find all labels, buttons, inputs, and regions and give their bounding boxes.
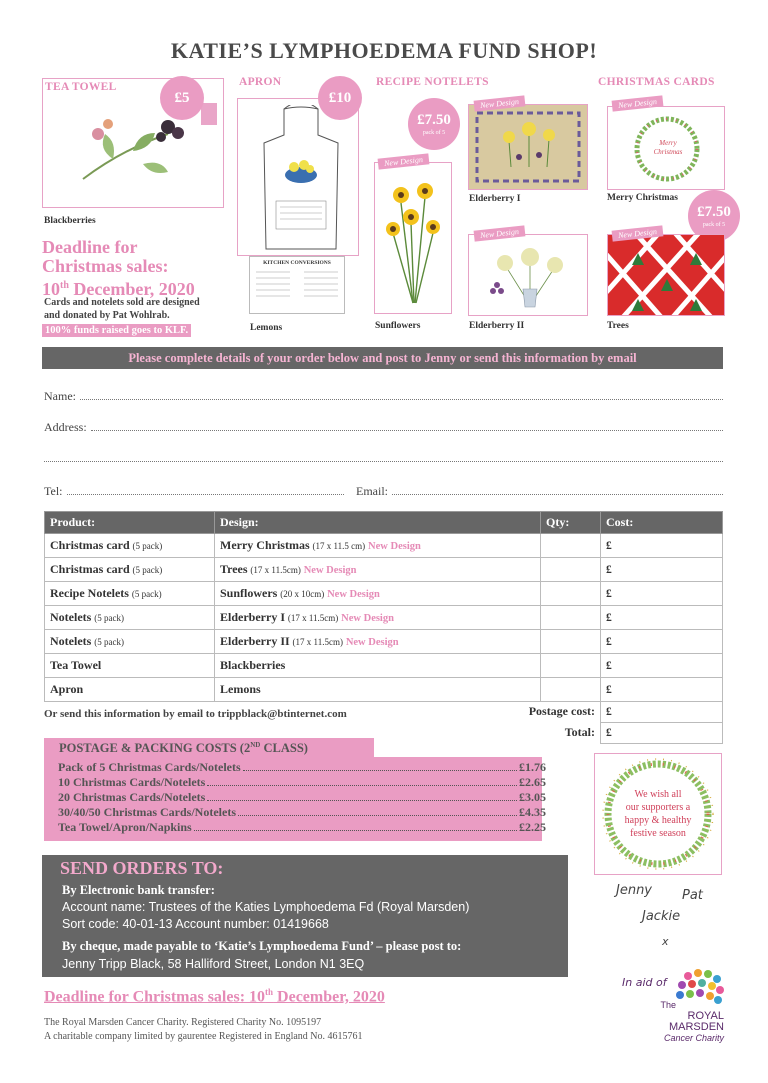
cost-cell[interactable]: £ xyxy=(601,558,723,582)
apron-box xyxy=(237,98,359,256)
design-cell: Trees (17 x 11.5cm) New Design xyxy=(215,558,541,582)
postage-price: £4.35 xyxy=(519,805,546,819)
cards-price-badge: £7.50 pack of 5 xyxy=(688,190,740,242)
design-cell: Sunflowers (20 x 10cm) New Design xyxy=(215,582,541,606)
elderberry-i-illustration xyxy=(469,105,587,189)
email-input-line[interactable] xyxy=(392,485,723,495)
postage-cost-cell[interactable]: £ xyxy=(601,702,723,723)
design-cell: Elderberry I (17 x 11.5cm) New Design xyxy=(215,606,541,630)
wishes-card xyxy=(594,753,722,875)
cost-cell[interactable]: £ xyxy=(601,630,723,654)
address-input-line-2[interactable] xyxy=(44,452,723,462)
postage-row xyxy=(58,760,546,775)
elderberry-ii-illustration xyxy=(485,245,575,311)
postage-row xyxy=(58,775,546,790)
elderberry-i-card xyxy=(468,104,588,190)
header-cost: Cost: xyxy=(601,512,723,534)
table-row xyxy=(45,606,723,630)
qty-cell[interactable] xyxy=(541,678,601,702)
elderberry-ii-card xyxy=(468,234,588,316)
name-input-line[interactable] xyxy=(80,390,723,400)
table-row xyxy=(45,630,723,654)
send-heading: SEND ORDERS TO: xyxy=(60,858,224,878)
tea-towel-price-badge: £5 xyxy=(160,76,204,120)
postage-leader xyxy=(207,775,517,786)
tel-label: Tel: xyxy=(44,484,63,498)
merry-christmas-card xyxy=(607,106,725,190)
apron-illustration xyxy=(258,105,344,251)
total-cell[interactable]: £ xyxy=(601,722,723,743)
signature-kiss: x xyxy=(662,935,669,948)
design-cell: Blackberries xyxy=(215,654,541,678)
elderberry-ii-caption: Elderberry II xyxy=(469,321,525,331)
deadline-heading: Deadline for Christmas sales: 10th December, 2020 xyxy=(42,237,195,299)
table-row xyxy=(45,678,723,702)
table-row xyxy=(45,558,723,582)
postage-leader xyxy=(207,790,517,801)
funds-note: 100% funds raised goes to KLF. xyxy=(42,324,191,337)
merry-christmas-caption: Merry Christmas xyxy=(607,193,678,203)
page-title: KATIE’S LYMPHOEDEMA FUND SHOP! xyxy=(170,38,598,63)
postage-price: £1.76 xyxy=(519,760,546,774)
sunflowers-illustration xyxy=(381,173,447,309)
apron-caption: Lemons xyxy=(250,323,283,333)
trees-caption: Trees xyxy=(607,321,629,331)
account-name: Account name: Trustees of the Katies Lymphoedema Fd (Royal Marsden) xyxy=(62,900,470,914)
postage-leader xyxy=(243,760,517,771)
header-design: Design: xyxy=(215,512,541,534)
bank-transfer-title: By Electronic bank transfer: xyxy=(62,883,215,897)
design-cell: Elderberry II (17 x 11.5cm) New Design xyxy=(215,630,541,654)
qty-cell[interactable] xyxy=(541,630,601,654)
signature-pat: Pat xyxy=(682,888,703,903)
qty-cell[interactable] xyxy=(541,582,601,606)
postage-item: Pack of 5 Christmas Cards/Notelets xyxy=(58,760,241,774)
postage-leader xyxy=(238,805,517,816)
instructions-banner: Please complete details of your order below and post to Jenny or send this information by email xyxy=(42,347,723,369)
signature-jackie: Jackie xyxy=(642,909,681,924)
product-cell: Christmas card (5 pack) xyxy=(45,558,215,582)
address-input-line[interactable] xyxy=(91,421,723,431)
cost-cell[interactable]: £ xyxy=(601,654,723,678)
product-cell: Tea Towel xyxy=(45,654,215,678)
wishes-text: We wish all our supporters a happy & healthy festive season xyxy=(624,789,692,839)
table-row xyxy=(45,582,723,606)
postage-price: £2.25 xyxy=(519,820,546,834)
product-cell: Notelets (5 pack) xyxy=(45,606,215,630)
cost-cell[interactable]: £ xyxy=(601,534,723,558)
new-design-tag-merry-christmas: New Design xyxy=(612,95,664,111)
trees-card xyxy=(607,234,725,316)
notelets-label: RECIPE NOTELETS xyxy=(376,76,489,88)
donated-note: Cards and notelets sold are designed and donated by Pat Wohlrab. xyxy=(44,297,200,321)
new-design-tag-sunflowers: New Design xyxy=(378,153,430,169)
footer-charity-line-2: A charitable company limited by gaurentee Registered in England No. 4615761 xyxy=(44,1031,363,1042)
brand-tag xyxy=(201,103,217,125)
postage-row xyxy=(58,790,546,805)
cost-cell[interactable]: £ xyxy=(601,606,723,630)
email-label: Email: xyxy=(356,484,388,498)
design-cell: Merry Christmas (17 x 11.5 cm) New Design xyxy=(215,534,541,558)
new-design-tag-elderberry-ii: New Design xyxy=(474,225,526,241)
cost-cell[interactable]: £ xyxy=(601,582,723,606)
elderberry-i-caption: Elderberry I xyxy=(469,194,521,204)
notelets-price-badge: £7.50 pack of 5 xyxy=(408,98,460,150)
trees-illustration xyxy=(608,235,725,316)
total-label: Total: xyxy=(564,725,595,739)
header-qty: Qty: xyxy=(541,512,601,534)
new-design-tag-elderberry-i: New Design xyxy=(474,95,526,111)
product-cell: Notelets (5 pack) xyxy=(45,630,215,654)
postage-item: 20 Christmas Cards/Notelets xyxy=(58,790,206,804)
merry-christmas-script: Merry Christmas xyxy=(653,139,683,156)
sort-code: Sort code: 40-01-13 Account number: 01419668 xyxy=(62,917,329,931)
blackberries-illustration xyxy=(73,109,203,189)
postal-address: Jenny Tripp Black, 58 Halliford Street, London N1 3EQ xyxy=(62,957,365,971)
postage-rows xyxy=(58,760,546,835)
kitchen-conversions-card xyxy=(249,256,345,314)
new-design-tag-trees: New Design xyxy=(612,225,664,241)
kitchen-conversions-title: KITCHEN CONVERSIONS xyxy=(263,260,331,266)
tea-towel-label: TEA TOWEL xyxy=(45,81,117,93)
design-cell: Lemons xyxy=(215,678,541,702)
table-row xyxy=(45,654,723,678)
footer-deadline: Deadline for Christmas sales: 10th December, 2020 xyxy=(44,987,385,1006)
qty-cell[interactable] xyxy=(541,654,601,678)
postage-item: 10 Christmas Cards/Notelets xyxy=(58,775,206,789)
tel-field[interactable] xyxy=(44,484,344,499)
postage-row xyxy=(58,805,546,820)
postage-heading: POSTAGE & PACKING COSTS (2ND CLASS) xyxy=(59,741,308,756)
product-cell: Christmas card (5 pack) xyxy=(45,534,215,558)
product-cell: Apron xyxy=(45,678,215,702)
address-field[interactable] xyxy=(44,420,723,435)
sunflowers-card xyxy=(374,162,452,314)
cards-label: CHRISTMAS CARDS xyxy=(598,76,715,88)
postage-price: £2.65 xyxy=(519,775,546,789)
in-aid-of: In aid of xyxy=(622,976,667,989)
postage-item: Tea Towel/Apron/Napkins xyxy=(58,820,192,834)
tea-towel-caption: Blackberries xyxy=(44,216,96,226)
sunflowers-caption: Sunflowers xyxy=(375,321,421,331)
table-row xyxy=(45,534,723,558)
apron-price-badge: £10 xyxy=(318,76,362,120)
qty-cell[interactable] xyxy=(541,534,601,558)
cheque-title: By cheque, made payable to ‘Katie’s Lymphoedema Fund’ – please post to: xyxy=(62,939,462,953)
product-cell: Recipe Notelets (5 pack) xyxy=(45,582,215,606)
qty-cell[interactable] xyxy=(541,606,601,630)
send-orders-box xyxy=(42,855,568,977)
postage-item: 30/40/50 Christmas Cards/Notelets xyxy=(58,805,236,819)
charity-name: The ROYAL MARSDEN Cancer Charity xyxy=(660,1000,724,1043)
cost-cell[interactable]: £ xyxy=(601,678,723,702)
footer-charity-line-1: The Royal Marsden Cancer Charity. Registered Charity No. 1095197 xyxy=(44,1017,322,1028)
table-header-row xyxy=(45,512,723,534)
qty-cell[interactable] xyxy=(541,558,601,582)
name-label: Name: xyxy=(44,389,76,403)
postage-price: £3.05 xyxy=(519,790,546,804)
email-field[interactable] xyxy=(356,484,723,499)
conversions-lines xyxy=(250,266,344,310)
address-field-line-2[interactable] xyxy=(44,452,723,462)
postage-row xyxy=(58,820,546,835)
postage-cost-label: Postage cost: xyxy=(528,704,595,718)
address-label: Address: xyxy=(44,420,87,434)
email-note: Or send this information by email to trippblack@btinternet.com xyxy=(44,708,347,720)
tel-input-line[interactable] xyxy=(67,485,345,495)
apron-label: APRON xyxy=(239,76,282,88)
postage-leader xyxy=(194,820,517,831)
header-product: Product: xyxy=(45,512,215,534)
signature-jenny: Jenny xyxy=(616,883,653,898)
name-field[interactable] xyxy=(44,389,723,404)
